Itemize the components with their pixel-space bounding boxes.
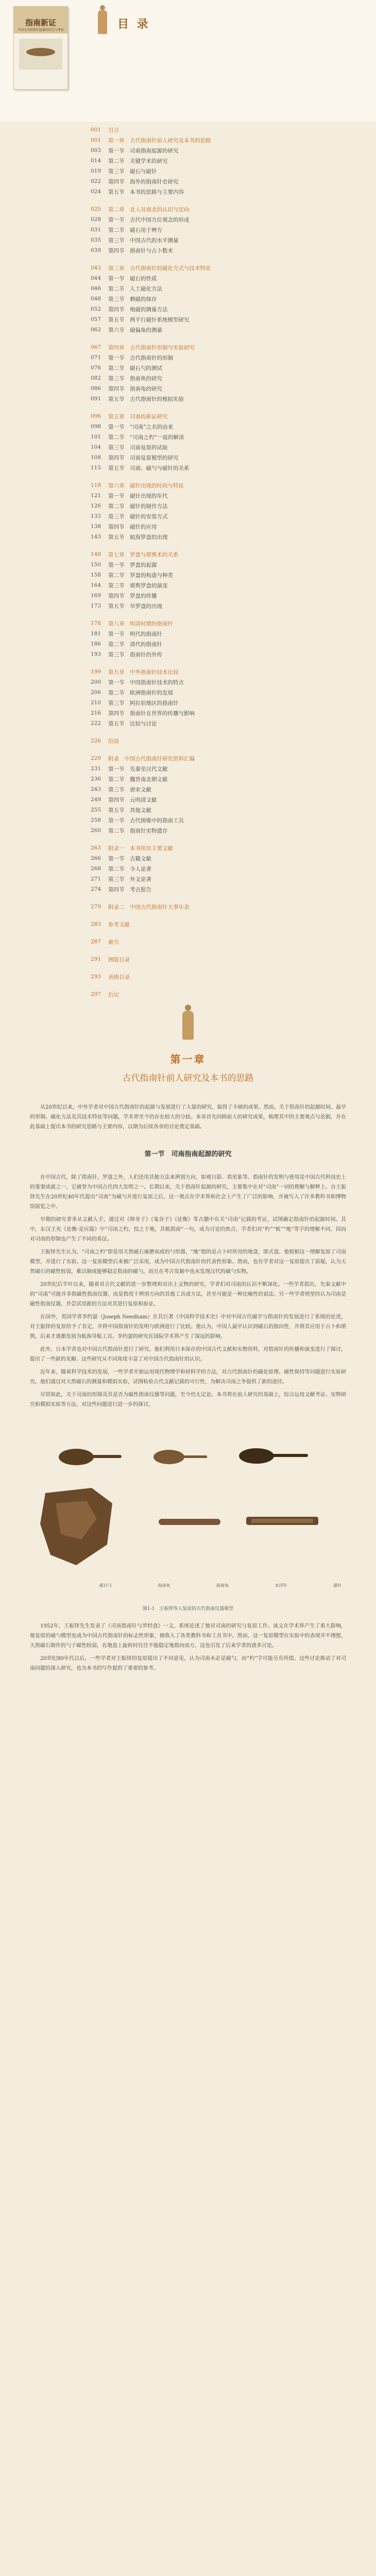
toc-page-number: 048 xyxy=(90,296,101,302)
toc-page-number: 035 xyxy=(90,237,101,243)
toc-page-number: 121 xyxy=(90,493,101,499)
table-of-contents xyxy=(0,122,376,999)
toc-row[interactable] xyxy=(0,501,376,511)
toc-entry-label: 第一节 古代指南针的形制 xyxy=(108,354,173,361)
rod-icon xyxy=(159,1519,220,1525)
toc-page-number: 260 xyxy=(90,827,101,834)
toc-row[interactable] xyxy=(0,629,376,639)
paragraph: 20世纪80年代以后，一些学者对王振铎的复原提出了不同意见，认为司南未必是磁勺，而“杓”字可能另有所指。这些讨论推动了对司南问题的深入研究，也为本书的写作提供了重要的参考。 xyxy=(30,1656,346,1671)
toc-entry-label: 索引 xyxy=(108,939,119,945)
toc-row[interactable] xyxy=(0,919,376,929)
toc-entry-label: 第一节 “司南”之名的由来 xyxy=(108,423,174,430)
toc-page-number: 067 xyxy=(90,344,101,350)
toc-page-number: 019 xyxy=(90,168,101,174)
toc-page-number: 226 xyxy=(90,738,101,744)
toc-page-number: 258 xyxy=(90,817,101,823)
toc-page-number: 138 xyxy=(90,523,101,530)
toc-entry-label: 后记 xyxy=(108,991,119,998)
toc-page-number: 031 xyxy=(90,227,101,233)
spoon-icon xyxy=(59,1449,122,1465)
paragraph: 1952年，王振铎先生发表了《司南指南针与罗经盘》一文，系统论述了他对司南的研究与复原工作。该文在学术界产生了重大影响，他复原的磁勺模型也成为中国古代指南针的标志性形象，被收入了各类教科书和工具书中。然而，这一复原模型在实验中的表现并不理想，天然磁石制作的勺子磁性较弱，在地盘上旋转时往往不能稳定地指向南方，这也引发了后来学者的诸多讨论。 xyxy=(30,1623,346,1649)
toc-entry-label: 第二节 关键学术的研究 xyxy=(108,158,168,164)
toc-page-number: 178 xyxy=(90,620,101,626)
toc-entry-label: 第三节 磁针的安装方式 xyxy=(108,513,168,520)
toc-entry-label: 第二节 罗盘的构造与种类 xyxy=(108,572,173,579)
toc-page-number: 025 xyxy=(90,206,101,212)
toc-row[interactable] xyxy=(0,532,376,542)
toc-row[interactable] xyxy=(0,687,376,698)
toc-row[interactable] xyxy=(0,463,376,473)
toc-page-number: 181 xyxy=(90,631,101,637)
toc-page-number: 266 xyxy=(90,855,101,861)
toc-row[interactable] xyxy=(0,667,376,677)
toc-row[interactable] xyxy=(0,176,376,187)
toc-page-number: 118 xyxy=(90,482,101,488)
toc-row[interactable] xyxy=(0,304,376,314)
toc-page-number: 126 xyxy=(90,503,101,509)
toc-page-number: 091 xyxy=(90,396,101,402)
toc-entry-label: 第四节 指南针与占卜数术 xyxy=(108,247,173,254)
toc-page-number: 115 xyxy=(90,465,101,471)
toc-entry-label: 第二节 磁针的制作方法 xyxy=(108,503,168,510)
toc-row[interactable] xyxy=(0,853,376,863)
toc-entry-label: 第四章 古代指南针形制与实验研究 xyxy=(108,344,195,351)
toc-entry-label: 第二节 磁石勺的测试 xyxy=(108,365,162,371)
toc-row[interactable] xyxy=(0,902,376,912)
toc-entry-label: 第五节 本书的思路与主要内容 xyxy=(108,189,184,195)
toc-entry-label: 第四节 罗盘的传播 xyxy=(108,592,157,599)
toc-row[interactable] xyxy=(0,954,376,964)
toc-row[interactable] xyxy=(0,774,376,784)
toc-row[interactable] xyxy=(0,187,376,197)
toc-row[interactable] xyxy=(0,204,376,214)
toc-page-number: 096 xyxy=(90,413,101,419)
paragraph: 尽管如此，关于司南的形制及其是否为磁性指南仪器等问题，至今仍无定论。本书将在前人研究的基础上，综合运用文献考证、实物研究和模拟实验等方法，对这些问题进行进一步的探讨。 xyxy=(30,1392,346,1408)
figure-label: 磁石勺 xyxy=(99,1583,112,1588)
toc-page-number: 249 xyxy=(90,796,101,803)
figure-label: 水浮针 xyxy=(275,1583,287,1588)
toc-row[interactable] xyxy=(0,753,376,764)
toc-row[interactable] xyxy=(0,245,376,256)
toc-page-number: 001 xyxy=(90,137,101,143)
toc-row[interactable] xyxy=(0,411,376,421)
toc-entry-label: 第四节 指南龟的研究 xyxy=(108,385,162,392)
toc-page-number: 044 xyxy=(90,275,101,281)
toc-page-number: 057 xyxy=(90,316,101,323)
toc-page-number: 014 xyxy=(90,158,101,164)
toc-entry-label: 第八章 明清时期的指南针 xyxy=(108,620,173,627)
toc-row[interactable] xyxy=(0,825,376,836)
toc-entry-label: 第六章 磁针出现的时间与特征 xyxy=(108,482,184,489)
toc-row[interactable] xyxy=(0,166,376,176)
artifact-illustration xyxy=(30,1416,346,1581)
toc-entry-label: 第二节 欧洲指南针的发展 xyxy=(108,689,173,696)
toc-page-number: 291 xyxy=(90,956,101,962)
toc-row[interactable] xyxy=(0,863,376,874)
toc-entry-label: 第一节 古代图像中的指南工具 xyxy=(108,817,184,824)
toc-entry-label: 第二节 人工磁化方法 xyxy=(108,285,162,292)
toc-row[interactable] xyxy=(0,125,376,135)
toc-row[interactable] xyxy=(0,432,376,442)
figure-label: 指南龟 xyxy=(216,1583,229,1588)
toc-row[interactable] xyxy=(0,815,376,825)
toc-row[interactable] xyxy=(0,394,376,404)
toc-entry-label: 第三节 指南鱼的研究 xyxy=(108,375,162,382)
toc-page-number: 108 xyxy=(90,454,101,461)
toc-entry-label: 第四节 考古报告 xyxy=(108,886,151,893)
toc-entry-label: 结语 xyxy=(108,738,119,744)
toc-row[interactable] xyxy=(0,590,376,601)
toc-entry-label: 第一节 先秦至汉代文献 xyxy=(108,766,168,772)
toc-page-number: 293 xyxy=(90,974,101,980)
toc-row[interactable] xyxy=(0,342,376,352)
toc-entry-label: 引言 xyxy=(108,127,119,133)
chapter-header xyxy=(0,999,376,1103)
toc-row[interactable] xyxy=(0,235,376,245)
toc-entry-label: 第一节 磁石的性质 xyxy=(108,275,157,282)
toc-page-number: 169 xyxy=(90,592,101,599)
toc-entry-label: 附录二 中国古代指南针大事年表 xyxy=(108,904,190,910)
toc-row[interactable] xyxy=(0,937,376,947)
toc-entry-label: 第三节 外文论著 xyxy=(108,876,151,883)
figure-labels xyxy=(76,1581,365,1590)
toc-row[interactable] xyxy=(0,874,376,884)
toc-page-number: 210 xyxy=(90,700,101,706)
rod-icon xyxy=(246,1517,318,1525)
section-title: 第一节 司南指南起源的研究 xyxy=(144,1150,232,1158)
toc-page-number: 173 xyxy=(90,603,101,609)
toc-row[interactable] xyxy=(0,570,376,580)
toc-row[interactable] xyxy=(0,805,376,815)
toc-page-number: 082 xyxy=(90,375,101,381)
toc-row[interactable] xyxy=(0,263,376,273)
spoon-icon xyxy=(153,1450,207,1464)
toc-page-number: 263 xyxy=(90,845,101,851)
spoon-icon xyxy=(26,48,55,56)
toc-entry-label: 第三节 阿拉伯地区的指南针 xyxy=(108,700,179,706)
toc-row[interactable] xyxy=(0,972,376,982)
toc-row[interactable] xyxy=(0,521,376,532)
toc-row[interactable] xyxy=(0,718,376,728)
toc-row[interactable] xyxy=(0,442,376,452)
toc-entry-label: 第四节 指南针在世界的传播与影响 xyxy=(108,710,195,717)
toc-page-number: 231 xyxy=(90,766,101,772)
toc-page-number: 283 xyxy=(90,921,101,927)
toc-entry-label: 第三节 指南针的外传 xyxy=(108,651,162,658)
toc-row[interactable] xyxy=(0,383,376,394)
toc-page-number: 071 xyxy=(90,354,101,361)
toc-entry-label: 第四节 海外的指南针史研究 xyxy=(108,178,179,185)
toc-page-number: 003 xyxy=(90,147,101,154)
toc-entry-label: 第三节 磁石与磁针 xyxy=(108,168,157,175)
paragraph: 20世纪后半叶以来，随着对古代文献的进一步整理和对出土文物的研究，学者们对司南的认识不断深化。一些学者指出，先秦文献中的“司南”可能并非指磁性指南仪器，而是指用于辨别方向的其他工具或方法，甚至可能是一种比喻性的说法。另一些学者则坚持认为司南是磁性指南仪器，并尝试用新的方法对其进行复原和验证。 xyxy=(30,1282,346,1307)
toc-entry-label: 第一节 古代中国方位观念的形成 xyxy=(108,216,190,223)
toc-page-number: 200 xyxy=(90,679,101,685)
toc-entry-label: 第二节 指南针实物遗存 xyxy=(108,827,168,834)
toc-entry-label: 第一节 罗盘的起源 xyxy=(108,562,157,568)
toc-entry-label: 第三节 唐宋文献 xyxy=(108,786,151,793)
toc-row[interactable] xyxy=(0,480,376,490)
spoon-icon xyxy=(239,1448,308,1464)
toc-entry-label: 附录一 本书所用主要文献 xyxy=(108,845,173,852)
toc-page-number: 297 xyxy=(90,991,101,997)
toc-page-number: 150 xyxy=(90,562,101,568)
toc-page-number: 279 xyxy=(90,904,101,910)
toc-entry-label: 第一节 明代的指南针 xyxy=(108,631,162,637)
toc-row[interactable] xyxy=(0,618,376,629)
toc-row[interactable] xyxy=(0,794,376,805)
toc-page-number: 052 xyxy=(90,306,101,312)
toc-entry-label: 第三节 堪舆罗盘的演变 xyxy=(108,582,168,589)
toc-entry-label: 第四节 司南复原模型的研究 xyxy=(108,454,179,461)
toc-entry-label: 第五节 旱罗盘的出现 xyxy=(108,603,162,609)
toc-entry-label: 参考文献 xyxy=(108,921,130,928)
toc-page-number: 274 xyxy=(90,886,101,892)
toc-entry-label: 表格目录 xyxy=(108,974,130,980)
toc-page-number: 236 xyxy=(90,776,101,782)
toc-page-number: 046 xyxy=(90,285,101,292)
toc-page-number: 001 xyxy=(90,127,101,133)
toc-page-number: 229 xyxy=(90,755,101,761)
toc-page-number: 216 xyxy=(90,710,101,716)
toc-entry-label: 第五节 航海罗盘的出现 xyxy=(108,534,168,540)
toc-page-number: 271 xyxy=(90,876,101,882)
figure-label: 指南鱼 xyxy=(158,1583,170,1588)
toc-header xyxy=(0,0,376,122)
toc-row[interactable] xyxy=(0,580,376,590)
toc-heading: 目 录 xyxy=(117,18,150,31)
toc-page-number: 222 xyxy=(90,720,101,726)
figure-caption: 图1-1 王振铎等人复原的古代指南仪器模型 xyxy=(142,1606,234,1612)
toc-entry-label: 第二节 魏晋南北朝文献 xyxy=(108,776,168,783)
toc-row[interactable] xyxy=(0,325,376,335)
toc-row[interactable] xyxy=(0,294,376,304)
toc-row[interactable] xyxy=(0,135,376,145)
section-paragraphs-after xyxy=(30,1621,346,1673)
chapter-number: 第一章 xyxy=(170,1053,206,1065)
toc-row[interactable] xyxy=(0,352,376,363)
toc-entry-label: 第四节 磁针的应用 xyxy=(108,523,157,530)
toc-page-number: 287 xyxy=(90,939,101,945)
toc-page-number: 098 xyxy=(90,423,101,430)
toc-entry-label: 第二章 北人对南北的认识与定向 xyxy=(108,206,190,213)
toc-entry-label: 第五节 其他文献 xyxy=(108,807,151,814)
toc-page-number: 086 xyxy=(90,385,101,392)
toc-row[interactable] xyxy=(0,989,376,999)
book-cover xyxy=(13,6,68,90)
toc-row[interactable] xyxy=(0,314,376,325)
toc-entry-label: 第二节 磁石用于辨方 xyxy=(108,227,162,233)
paragraph: 此外，日本学者也对中国古代指南针进行了研究。他们利用日本保存的中国古代文献和实物资料，对指南针的传播和演变进行了探讨，提出了一些新的见解。这些研究从不同角度丰富了对中国古代指南针的认识。 xyxy=(30,1347,346,1362)
toc-entry-label: 第五节 古代指南针的模拟实验 xyxy=(108,396,184,402)
paragraph: 早期的研究者多从文献入手，通过对《韩非子》《鬼谷子》《论衡》等古籍中有关“司南”记载的考证，试图确定指南针的起源时间。其中，东汉王充《论衡·是应篇》中“司南之杓，投之于地，其柢指南”一句，成为讨论的焦点。学者们对“杓”“柢”“地”等字的理解不同，因而对司南的形制也产生了不同的看法。 xyxy=(30,1217,346,1242)
paragraph: 近年来，随着科学技术的发展，一些学者开始运用现代物理学和材料学的方法，对古代指南针的磁化原理、磁性保持等问题进行实验研究。他们通过对天然磁石的测量和模拟实验，试图检验古代文献记载的可行性，为解决司南之争提供了新的途径。 xyxy=(30,1369,346,1385)
toc-page-number: 268 xyxy=(90,866,101,872)
toc-entry-label: 第九章 中外指南针技术比较 xyxy=(108,669,179,675)
paragraph: 王振铎先生认为，“司南之杓”即是用天然磁石琢磨而成的勺形器，“地”指的是占卜时所用的地盘，即式盘。他根据这一理解复原了司南模型，并进行了实验。这一复原模型后来被广泛采用，成为中国古代指南针的代表性形象。然而，也有学者对这一复原提出了质疑，认为天然磁石的磁性较弱，难以制成能够稳定指南的磁勺，而且在考古发掘中也未发现汉代的磁勺实物。 xyxy=(30,1249,346,1275)
toc-page-number: 199 xyxy=(90,669,101,675)
toc-page-number: 101 xyxy=(90,434,101,440)
toc-row[interactable] xyxy=(0,452,376,463)
toc-row[interactable] xyxy=(0,283,376,294)
toc-row[interactable] xyxy=(0,145,376,156)
toc-row[interactable] xyxy=(0,421,376,432)
toc-entry-label: 第三节 剩磁的保存 xyxy=(108,296,157,302)
toc-row[interactable] xyxy=(0,601,376,611)
toc-row[interactable] xyxy=(0,784,376,794)
figure-label: 悬针 xyxy=(333,1583,342,1588)
toc-row[interactable] xyxy=(0,677,376,687)
toc-page-number: 022 xyxy=(90,178,101,184)
toc-row[interactable] xyxy=(0,698,376,708)
toc-entry-label: 第一节 中国指南针技术的特点 xyxy=(108,679,184,686)
toc-row[interactable] xyxy=(0,843,376,853)
paragraph: 在中国古代，除了指南针，罗盘之外，人们还用其他方法来辨别方向，如观日影、看星象等。指南针的发明与使用是中国古代科技史上的重要成就之一，它被誉为中国古代四大发明之一。长期以来，关于指南针起源的研究，主要集中在对“司南”一词的理解与解释上。自王振铎先生在20世纪40年代提出“司南”为磁勺并进行复原之后，这一观点在学术界和社会上产生了广泛的影响，并被写入了许多教科书和博物馆展览之中。 xyxy=(30,1175,346,1210)
toc-entry-label: 第一节 磁针出现的年代 xyxy=(108,493,168,499)
toc-row[interactable] xyxy=(0,560,376,570)
chapter-body xyxy=(0,1103,376,1673)
toc-row[interactable] xyxy=(0,708,376,718)
toc-row[interactable] xyxy=(0,764,376,774)
toc-entry-label: 第四节 地磁的测量方法 xyxy=(108,306,168,313)
toc-entry-label: 第三节 司南复原的试验 xyxy=(108,444,168,451)
toc-page-number: 206 xyxy=(90,689,101,696)
toc-page-number: 243 xyxy=(90,786,101,792)
artifact-figure xyxy=(30,1416,346,1601)
toc-row[interactable] xyxy=(0,511,376,521)
toc-row[interactable] xyxy=(0,214,376,225)
toc-page-number: 076 xyxy=(90,365,101,371)
toc-page-number: 104 xyxy=(90,444,101,450)
toc-page-number: 255 xyxy=(90,807,101,813)
toc-entry-label: 第五节 比较与讨论 xyxy=(108,720,157,727)
paragraph: 在国外，英国学者李约瑟（Joseph Needham）在其巨著《中国科学技术史》中对中国古代磁学与指南针的发展进行了系统的论述，对王振铎的复原给予了肯定，并将中国指南针的发明与欧洲进行了比较。他认为，中国人最早认识到磁石的指向性，并将其应用于占卜和堪舆，后来才逐渐发展为航海导航工具。李约瑟的研究在国际学术界产生了深远的影响。 xyxy=(30,1314,346,1340)
toc-entry-label: 第二节 今人论著 xyxy=(108,866,151,872)
toc-page-number: 024 xyxy=(90,189,101,195)
toc-entry-label: 第三节 中国古代的水平测量 xyxy=(108,237,179,244)
toc-entry-label: 第二节 “司南之杓”一说的解读 xyxy=(108,434,184,440)
toc-entry-label: 图版目录 xyxy=(108,956,130,963)
toc-entry-label: 第一节 古籍文献 xyxy=(108,855,151,862)
toc-row[interactable] xyxy=(0,649,376,659)
toc-row[interactable] xyxy=(0,156,376,166)
chapter-title: 古代指南针前人研究及本书的思路 xyxy=(122,1073,254,1083)
chapter-intro: 从20世纪以来，中外学者对中国古代指南针的起源与发展进行了大量的研究，取得了丰硕的成果。然而，关于指南针的起源时间、最早的形制、磁化方法及其技术特征等问题，学术界至今仍存在较大的分歧。本章首先回顾前人的研究成果，梳理其中的主要观点与论据，并在此基础上提出本书的研究思路与主要内容，以期为后续各章的讨论奠定基础。 xyxy=(30,1105,346,1130)
toc-page-number: 193 xyxy=(90,651,101,657)
book-cover-title: 指南新证 xyxy=(25,18,56,27)
toc-row[interactable] xyxy=(0,549,376,560)
toc-entry-label: 附录 中国古代指南针研究资料汇编 xyxy=(108,755,195,762)
book-cover-subtitle: 中国古代指南针起源的历史与考证 xyxy=(17,28,64,32)
toc-entry-label: 第五节 司南、磁勺与磁针的关系 xyxy=(108,465,190,471)
toc-entry-label: 第四节 元明清文献 xyxy=(108,796,157,803)
toc-page-number: 062 xyxy=(90,327,101,333)
toc-page-number: 143 xyxy=(90,534,101,540)
figurine-icon xyxy=(97,5,108,36)
toc-page-number: 028 xyxy=(90,216,101,223)
toc-entry-label: 第六节 磁偏角的测量 xyxy=(108,327,162,333)
toc-page-number: 186 xyxy=(90,641,101,647)
toc-page-number: 164 xyxy=(90,582,101,588)
figurine-icon xyxy=(181,1005,195,1041)
toc-entry-label: 第一节 司南指南起源的研究 xyxy=(108,147,179,154)
toc-entry-label: 第一章 古代指南针前人研究及本书的思路 xyxy=(108,137,211,144)
toc-row[interactable] xyxy=(0,736,376,746)
toc-row[interactable] xyxy=(0,639,376,649)
toc-page-number: 148 xyxy=(90,551,101,557)
toc-entry-label: 第三章 古代指南针的磁化方式与技术特征 xyxy=(108,265,211,272)
toc-entry-label: 第五节 两平行磁针系统模型研究 xyxy=(108,316,190,323)
toc-page-number: 039 xyxy=(90,247,101,253)
toc-entry-label: 第五章 司南的新证研究 xyxy=(108,413,168,420)
toc-row[interactable] xyxy=(0,225,376,235)
toc-page-number: 158 xyxy=(90,572,101,578)
section-paragraphs xyxy=(30,1173,346,1410)
toc-page-number: 043 xyxy=(90,265,101,271)
toc-page-number: 133 xyxy=(90,513,101,519)
toc-row[interactable] xyxy=(0,373,376,383)
toc-entry-label: 第二节 清代的指南针 xyxy=(108,641,162,648)
toc-row[interactable] xyxy=(0,363,376,373)
toc-row[interactable] xyxy=(0,273,376,283)
magnetite-stone-icon xyxy=(40,1488,112,1565)
toc-entry-label: 第七章 罗盘与堪舆术的关系 xyxy=(108,551,179,558)
toc-row[interactable] xyxy=(0,884,376,894)
toc-row[interactable] xyxy=(0,490,376,501)
